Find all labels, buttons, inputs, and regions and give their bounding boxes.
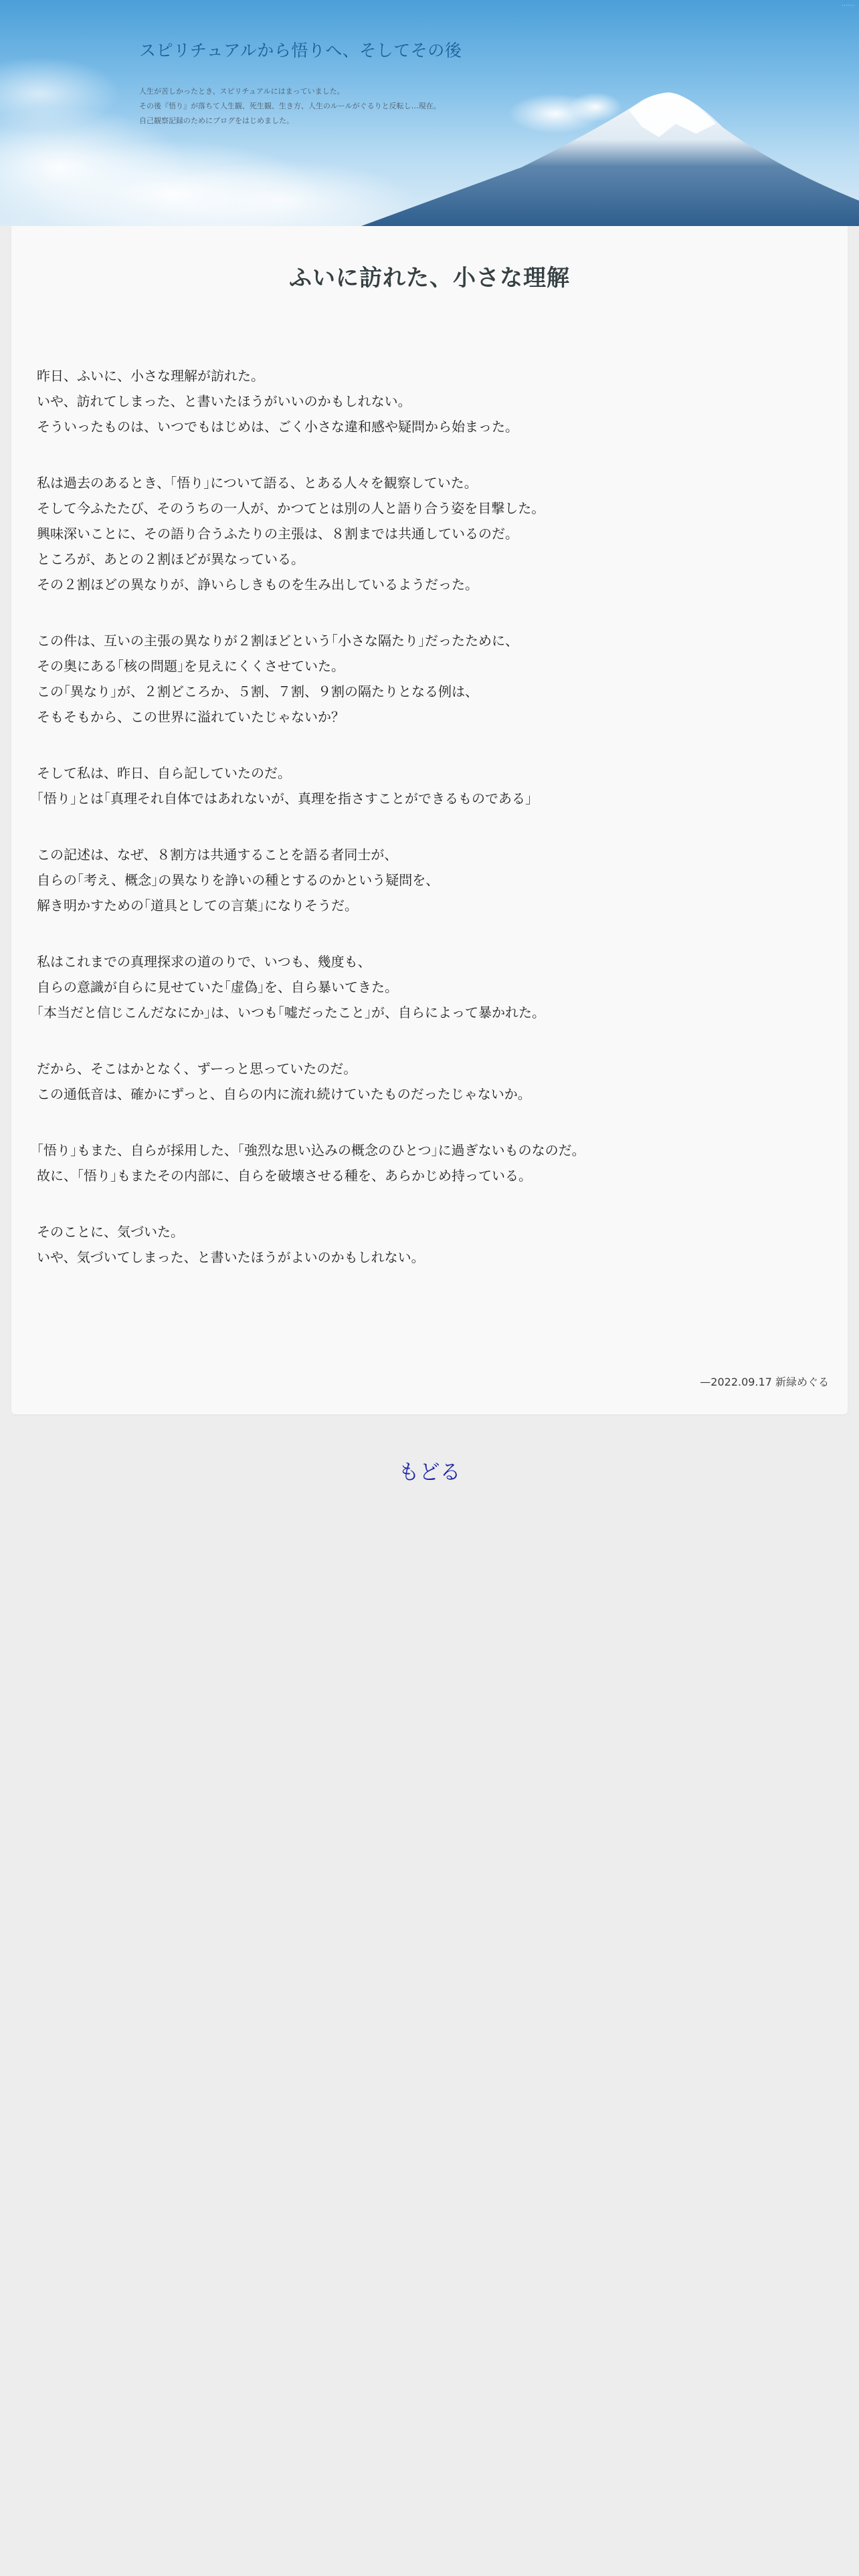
- post-line: 私は過去のあるとき、｢悟り｣について語る、とある人々を観察していた。: [37, 475, 478, 491]
- post-body: [37, 363, 826, 1301]
- post-paragraph: [37, 1219, 826, 1270]
- post-line: そのことに、気づいた。: [37, 1224, 184, 1240]
- corner-mark: ·······: [841, 3, 855, 9]
- post-card: [11, 226, 848, 1414]
- post-line: ｢悟り｣もまた、自らが採用した、｢強烈な思い込みの概念のひとつ｣に過ぎないものなのだ。: [37, 1142, 585, 1158]
- post-paragraph: [37, 363, 826, 439]
- post-line: いや、気づいてしまった、と書いたほうがよいのかもしれない。: [37, 1249, 425, 1265]
- site-description-line: 人生が苦しかったとき、スピリチュアルにはまっていました。: [139, 87, 345, 96]
- post-line: 故に、｢悟り｣もまたその内部に、自らを破壊させる種を、あらかじめ持っている。: [37, 1168, 532, 1184]
- post-signature: —2022.09.17 新緑めぐる: [700, 1376, 829, 1388]
- post-line: その２割ほどの異なりが、諍いらしきものを生み出しているようだった。: [37, 576, 478, 593]
- site-title[interactable]: スピリチュアルから悟りへ、そしてその後: [139, 41, 462, 60]
- post-line: 解き明かすための｢道具としての言葉｣になりそうだ。: [37, 897, 358, 914]
- site-description-line: 自己観察記録のためにブログをはじめました。: [139, 116, 294, 125]
- post-line: 昨日、ふいに、小さな理解が訪れた。: [37, 368, 264, 384]
- site-header: [0, 0, 859, 226]
- post-line: 自らの意識が自らに見せていた｢虚偽｣を、自ら暴いてきた。: [37, 979, 398, 995]
- post-line: 私はこれまでの真理探求の道のりで、いつも、幾度も、: [37, 954, 371, 970]
- post-line: ｢本当だと信じこんだなにか｣は、いつも｢嘘だったこと｣が、自らによって暴かれた。: [37, 1004, 545, 1021]
- post-line: 自らの｢考え、概念｣の異なりを諍いの種とするのかという疑問を、: [37, 872, 440, 888]
- back-link[interactable]: もどる: [398, 1461, 461, 1485]
- post-line: この通低音は、確かにずっと、自らの内に流れ続けていたものだったじゃないか。: [37, 1086, 531, 1102]
- post-paragraph: [37, 628, 826, 730]
- post-paragraph: [37, 470, 826, 597]
- post-line: この件は、互いの主張の異なりが２割ほどという｢小さな隔たり｣だったために、: [37, 633, 518, 649]
- post-paragraph: [37, 949, 826, 1025]
- post-paragraph: [37, 842, 826, 918]
- post-title: ふいに訪れた、小さな理解: [289, 265, 570, 292]
- site-description-line: その後『悟り』が落ちて人生観、死生観、生き方、人生のルールがぐるりと反転し…現在。: [139, 102, 441, 110]
- post-line: そして私は、昨日、自ら記していたのだ。: [37, 765, 291, 781]
- post-line: 興味深いことに、その語り合うふたりの主張は、８割までは共通しているのだ。: [37, 526, 518, 542]
- post-line: だから、そこはかとなく、ずーっと思っていたのだ。: [37, 1061, 357, 1077]
- post-paragraph: [37, 1056, 826, 1107]
- post-line: ところが、あとの２割ほどが異なっている。: [37, 551, 304, 567]
- post-line: この｢異なり｣が、２割どころか、５割、７割、９割の隔たりとなる例は、: [37, 683, 478, 700]
- post-line: そういったものは、いつでもはじめは、ごく小さな違和感や疑問から始まった。: [37, 419, 518, 435]
- post-line: ｢悟り｣とは｢真理それ自体ではあれないが、真理を指さすことができるものである｣: [37, 790, 532, 807]
- header-text: [139, 37, 514, 128]
- post-line: この記述は、なぜ、８割方は共通することを語る者同士が、: [37, 847, 398, 863]
- post-line: そもそもから、この世界に溢れていたじゃないか？: [37, 709, 345, 725]
- post-paragraph: [37, 1138, 826, 1188]
- post-line: そして今ふたたび、そのうちの一人が、かつてとは別の人と語り合う姿を目撃した。: [37, 500, 545, 516]
- site-description: [139, 84, 514, 128]
- post-line: いや、訪れてしまった、と書いたほうがいいのかもしれない。: [37, 393, 411, 409]
- post-paragraph: [37, 760, 826, 811]
- post-line: その奥にある｢核の問題｣を見えにくくさせていた。: [37, 658, 345, 674]
